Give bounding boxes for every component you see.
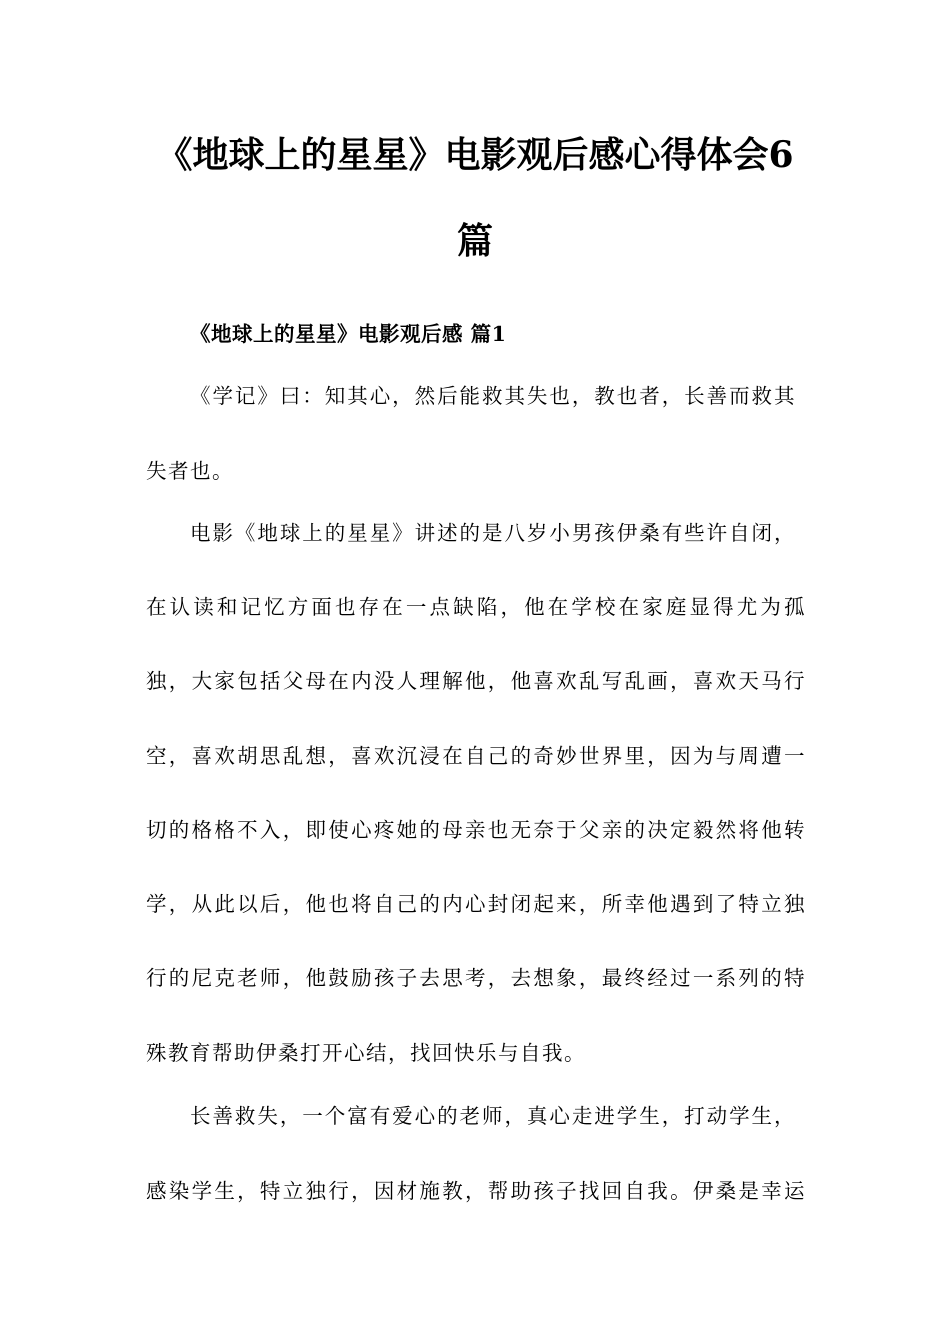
paragraph-line: 在认读和记忆方面也存在一点缺陷，他在学校在家庭显得尤为孤 [146, 595, 806, 619]
paragraph-line: 独，大家包括父母在内没人理解他，他喜欢乱写乱画，喜欢天马行 [146, 669, 806, 693]
paragraph-line: 长善救失，一个富有爱心的老师，真心走进学生，打动学生， [190, 1104, 796, 1128]
paragraph-line: 空，喜欢胡思乱想，喜欢沉浸在自己的奇妙世界里，因为与周遭一 [146, 744, 806, 768]
paragraph-line: 行的尼克老师，他鼓励孩子去思考，去想象，最终经过一系列的特 [146, 966, 806, 990]
title-line-1: 《地球上的星星》电影观后感心得体会6 [156, 134, 794, 176]
title-line-2: 篇 [456, 220, 493, 262]
paragraph-line: 切的格格不入，即使心疼她的母亲也无奈于父亲的决定毅然将他转 [146, 818, 806, 842]
paragraph-line: 《学记》曰：知其心，然后能救其失也，教也者，长善而救其 [190, 384, 796, 408]
paragraph-line: 学，从此以后，他也将自己的内心封闭起来，所幸他遇到了特立独 [146, 892, 806, 916]
paragraph-line: 殊教育帮助伊桑打开心结，找回快乐与自我。 [146, 1041, 586, 1065]
paragraph-line: 失者也。 [146, 459, 234, 483]
paragraph-line: 电影《地球上的星星》讲述的是八岁小男孩伊桑有些许自闭， [190, 521, 796, 545]
paragraph-line: 感染学生，特立独行，因材施教，帮助孩子找回自我。伊桑是幸运 [146, 1179, 806, 1203]
section-heading: 《地球上的星星》电影观后感 篇1 [190, 322, 507, 346]
document-title [140, 112, 810, 284]
